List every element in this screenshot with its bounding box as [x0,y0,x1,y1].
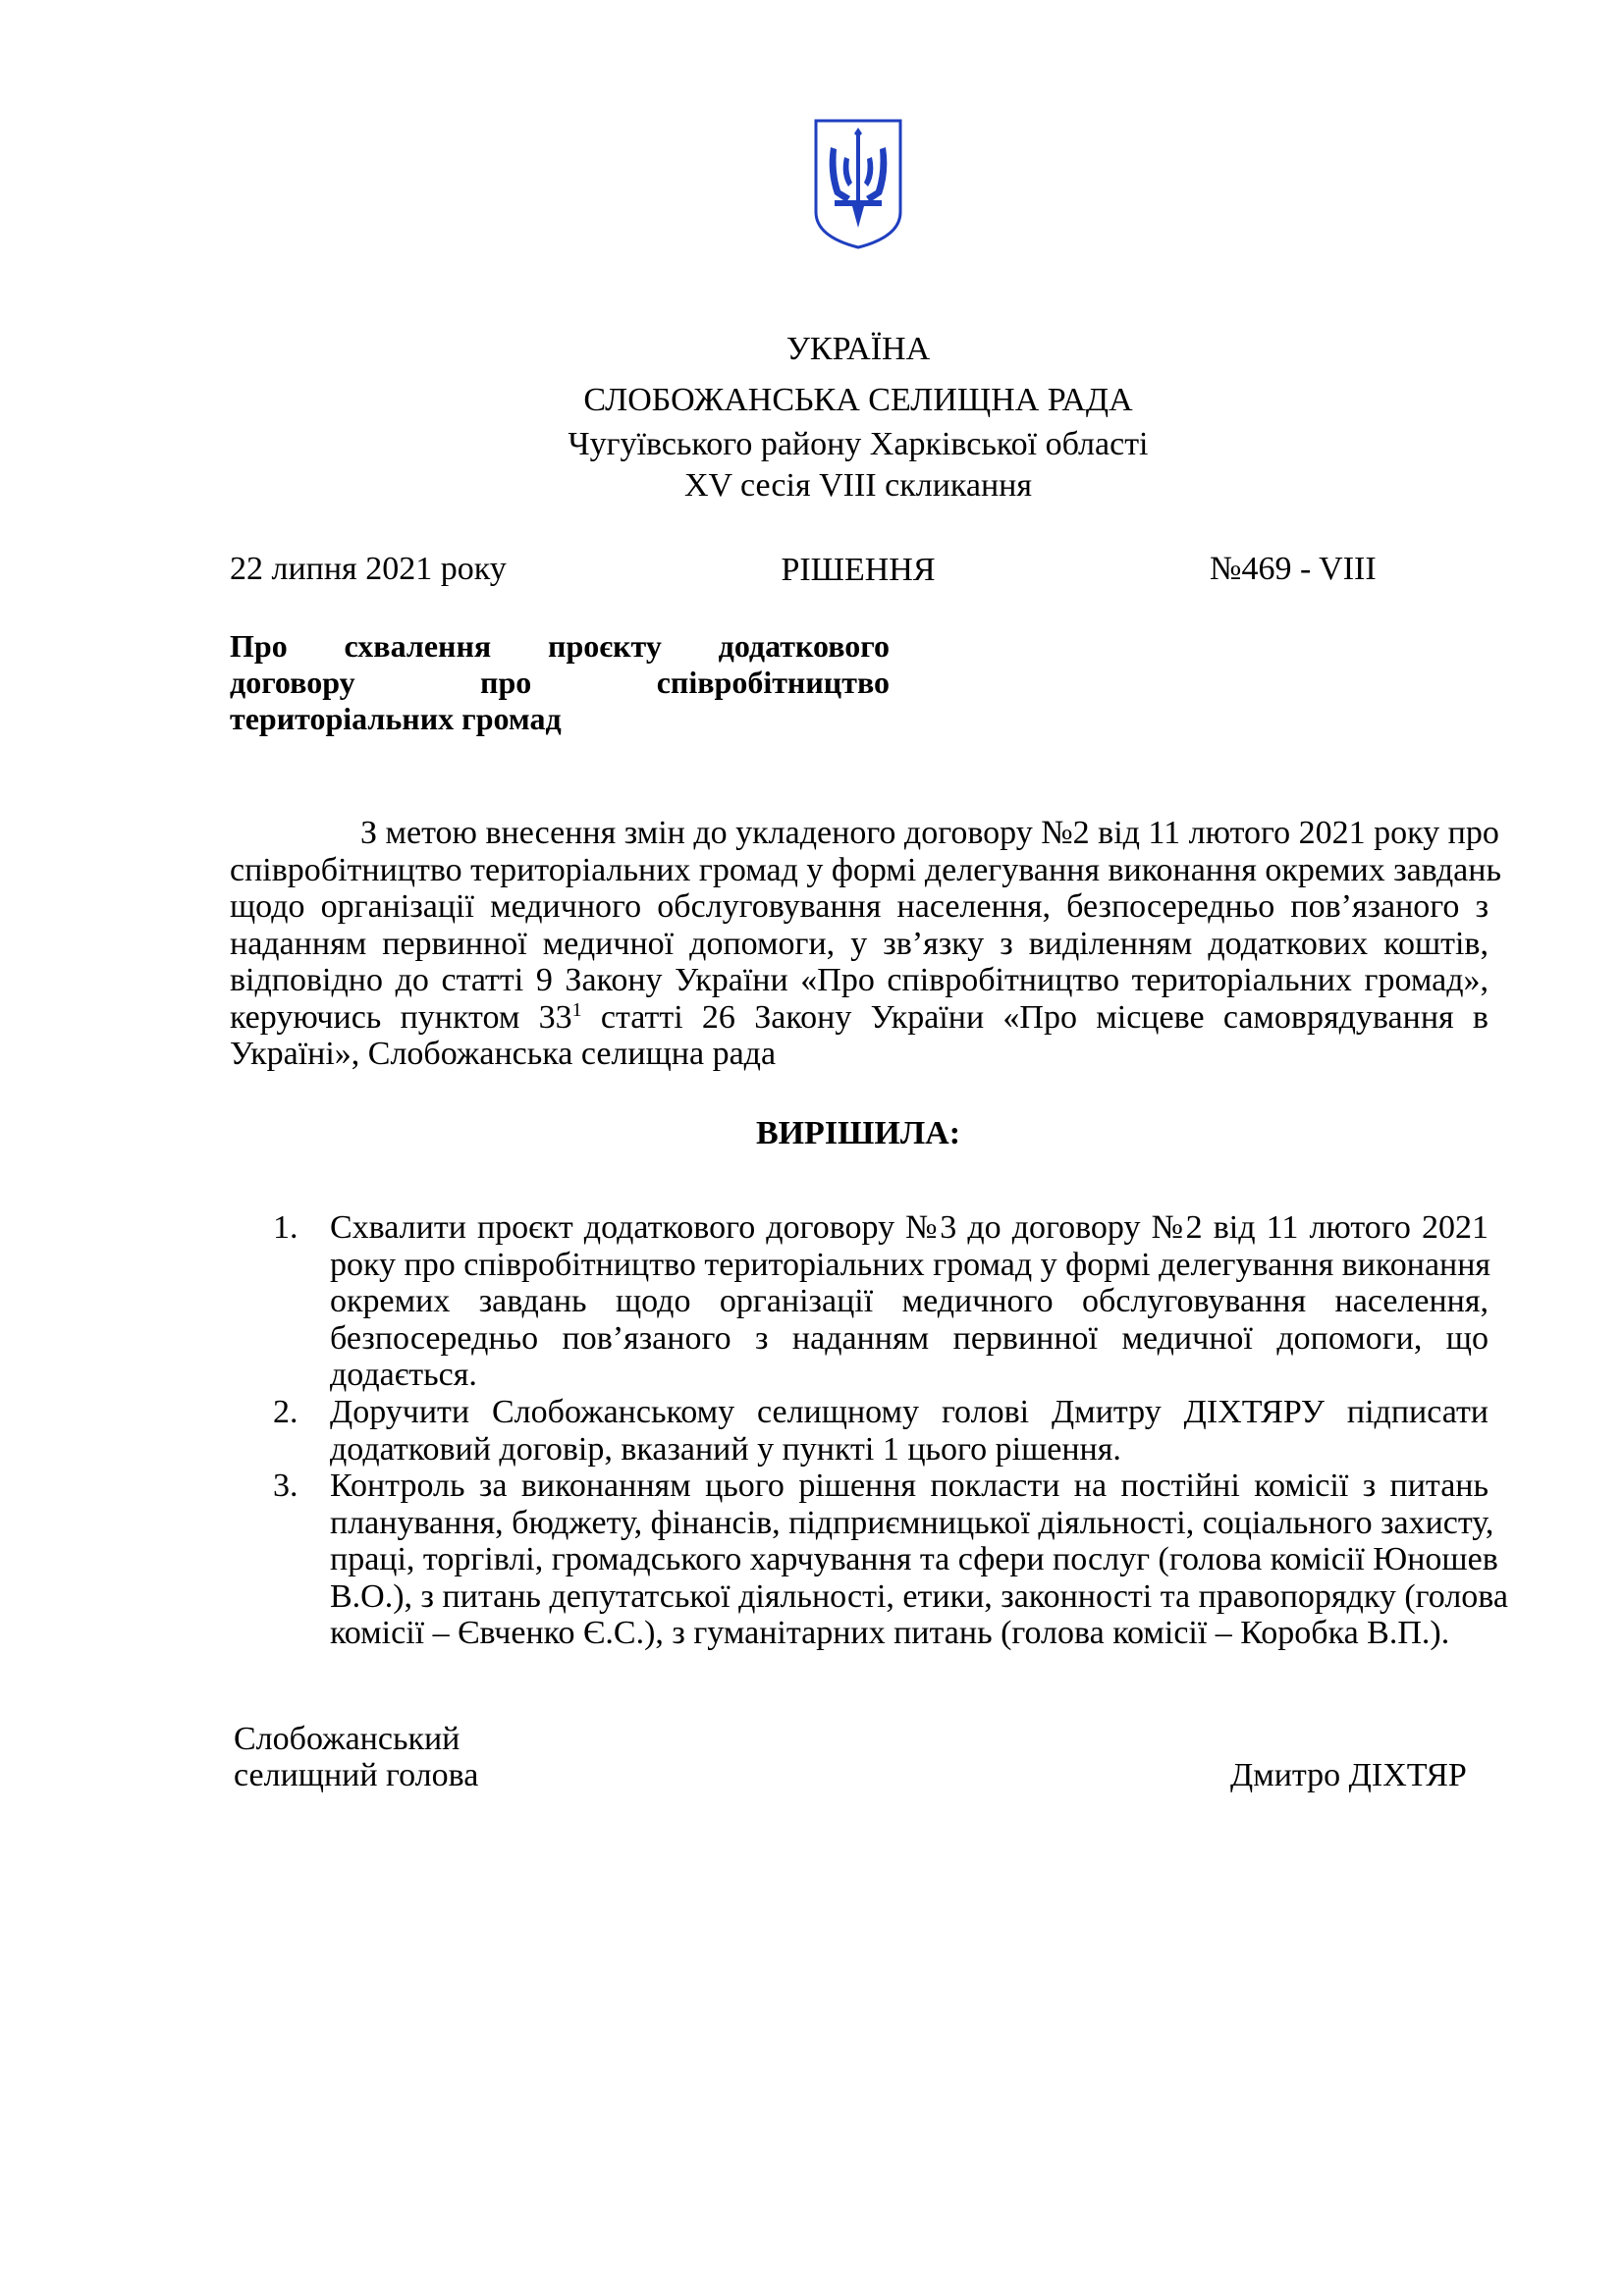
list-item-number: 2. [273,1394,298,1430]
coat-of-arms-icon [813,118,903,250]
header-district: Чугуївського району Харківської області [568,426,1149,462]
preamble-line: відповідно до статті 9 Закону України «Про співробітництво територіальних громад», [230,962,1489,998]
superscript: 1 [571,998,582,1021]
preamble-line: наданням первинної медичної допомоги, у зв’язку з виділенням додаткових коштів, [230,925,1489,962]
list-item-line: додатковий договір, вказаний у пункті 1 цього рішення. [330,1430,1121,1468]
list-item [273,1468,1508,1652]
preamble-line: керуючись пунктом $33^1$ статті 26 Закону України «Про місцеве самоврядування в [230,998,1489,1036]
resolved-heading: ВИРІШИЛА: [755,1115,961,1151]
preamble-line: щодо організації медичного обслуговування населення, безпосередньо пов’язаного з [230,888,1489,925]
preamble-line: З метою внесення змін до укладеного договору №2 від 11 лютого 2021 року про [360,815,1499,851]
preamble-paragraph [230,815,1501,1073]
list-item-line: додається. [330,1357,477,1393]
list-item-number: 3. [273,1468,298,1504]
header-session: XV сесія VIII скликання [683,467,1033,504]
list-item-line: Контроль за виконанням цього рішення покласти на постійні комісії з питань [330,1468,1489,1504]
title-line-2: договору про співробітництво [230,665,891,700]
document-type-heading: РІШЕННЯ [781,552,936,588]
preamble-line: Україні», Слобожанська селищна рада [230,1036,777,1072]
list-item [273,1394,1489,1468]
title-line-1: Про схвалення проєкту додаткового [230,628,891,664]
decision-date: 22 липня 2021 року [230,551,507,587]
list-item-number: 1. [273,1209,298,1246]
list-item-line: праці, торгівлі, громадського харчування та сфери послуг (голова комісії Юношев [330,1541,1498,1577]
header-council: СЛОБОЖАНСЬКА СЕЛИЩНА РАДА [583,382,1133,418]
list-item-line: В.О.), з питань депутатської діяльності, етики, законності та правопорядку (голова [330,1577,1508,1615]
signatory-name: Дмитро ДІХТЯР [1230,1757,1467,1793]
decision-title [230,628,890,737]
list-item-line: планування, бюджету, фінансів, підприємницької діяльності, соціального захисту, [330,1504,1494,1541]
list-item-line: року про співробітництво територіальних громад у формі делегування виконання [330,1246,1491,1283]
preamble-line: співробітництво територіальних громад у формі делегування виконання окремих завдань [230,851,1501,888]
list-item [273,1209,1491,1394]
list-item-line: Доручити Слобожанському селищному голові Дмитру ДІХТЯРУ підписати [330,1394,1489,1430]
list-item-line: окремих завдань щодо організації медичного обслуговування населення, [330,1283,1489,1319]
decision-number: №469 - VIII [1210,551,1377,587]
header-country: УКРАЇНА [785,331,931,367]
signatory-position-line-1: Слобожанський [234,1721,460,1757]
title-line-3: територіальних громад [230,701,562,736]
list-item-line: комісії – Євченко Є.С.), з гуманітарних питань (голова комісії – Коробка В.П.). [330,1615,1450,1651]
signatory-position-line-2: селищний голова [234,1757,479,1793]
list-item-line: Схвалити проєкт додаткового договору №3 до договору №2 від 11 лютого 2021 [330,1209,1489,1246]
list-item-line: безпосередньо пов’язаного з наданням первинної медичної допомоги, що [330,1319,1489,1357]
